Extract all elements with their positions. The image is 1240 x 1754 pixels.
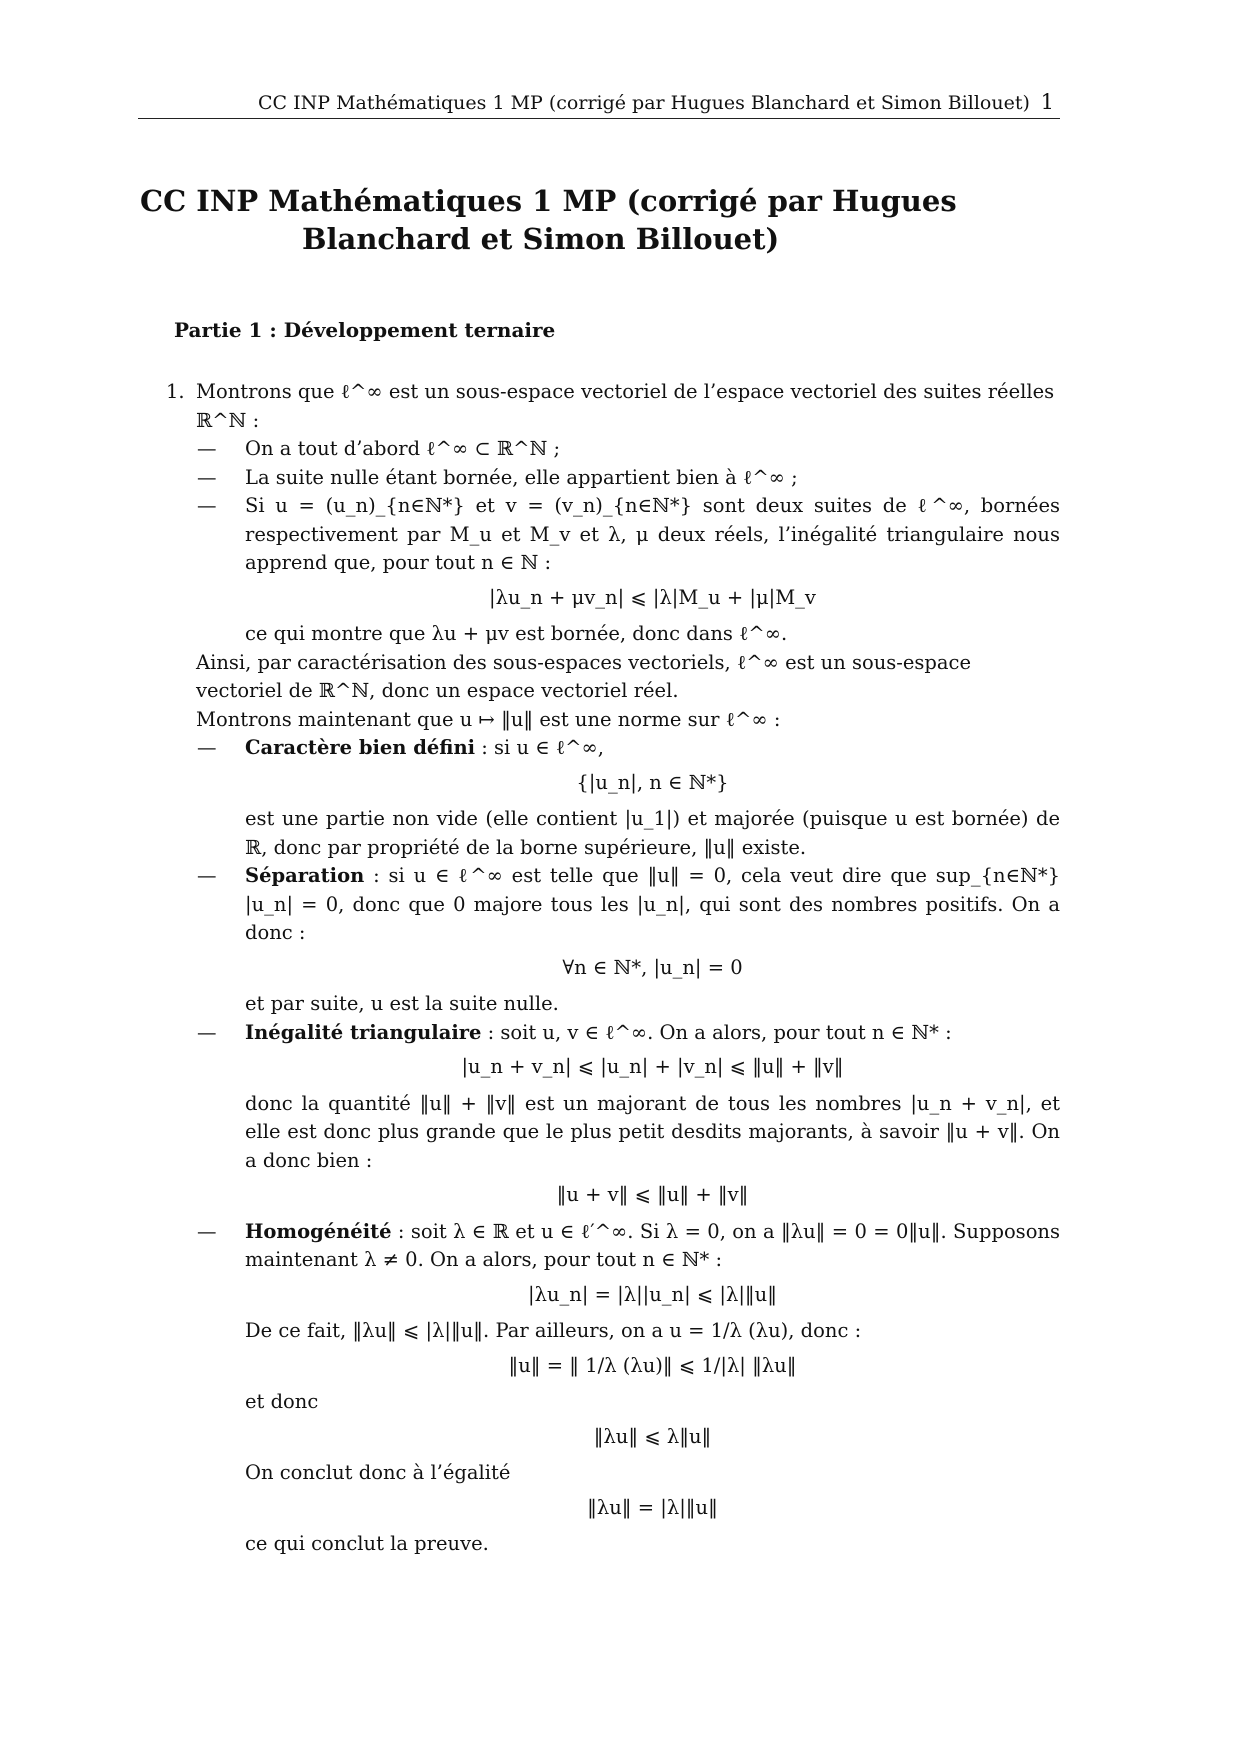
conclusion-intro: On conclut donc à l’égalité bbox=[245, 1461, 511, 1484]
equation-homog-2: ‖u‖ = ‖ 1/λ (λu)‖ ⩽ 1/|λ| ‖λu‖ bbox=[508, 1353, 797, 1377]
well-defined-item bbox=[196, 734, 1060, 862]
triangle-text: : soit u, v ∈ ℓ^∞. On a alors, pour tout n ∈ ℕ* : bbox=[481, 1020, 952, 1044]
dash-item-2 bbox=[196, 464, 1060, 493]
section-heading: Partie 1 : Développement ternaire bbox=[174, 318, 556, 342]
separation-label: Séparation bbox=[245, 864, 365, 887]
homogeneity-label: Homogénéité bbox=[245, 1219, 392, 1243]
equation-null: ∀n ∈ ℕ*, |u_n| = 0 bbox=[562, 955, 743, 979]
page-number: 1 bbox=[1040, 90, 1054, 114]
triangle-after: donc la quantité ‖u‖ + ‖v‖ est un majorant de tous les nombres |u_n + v_n|, et elle est donc plus grande que le plus petit desdits majorants, à savoir ‖u + v‖. On a donc bien : bbox=[245, 1091, 1060, 1172]
after-equation: ce qui montre que λu + μv est bornée, donc dans ℓ^∞. bbox=[245, 622, 788, 645]
dash-marker: — bbox=[197, 465, 217, 489]
title-line-1: CC INP Mathématiques 1 MP (corrigé par Hugues bbox=[140, 184, 957, 218]
homogeneity-after: De ce fait, ‖λu‖ ⩽ |λ|‖u‖. Par ailleurs, on a u = 1/λ (λu), donc : bbox=[245, 1319, 862, 1342]
equation-triangle-2: ‖u + v‖ ⩽ ‖u‖ + ‖v‖ bbox=[556, 1183, 749, 1206]
title-line-2: Blanchard et Simon Billouet) bbox=[302, 222, 780, 256]
running-header bbox=[138, 88, 1060, 119]
homogeneity-item bbox=[196, 1218, 1060, 1559]
question-number: 1. bbox=[166, 380, 185, 403]
question-1 bbox=[160, 378, 1060, 1559]
triangle-label: Inégalité triangulaire bbox=[245, 1020, 482, 1044]
and-so: et donc bbox=[245, 1390, 319, 1413]
triangle-item bbox=[196, 1019, 1060, 1210]
equation-set: {|u_n|, n ∈ ℕ*} bbox=[576, 770, 729, 794]
equation-bound: |λu_n + μv_n| ⩽ |λ|M_u + |μ|M_v bbox=[489, 585, 816, 609]
separation-after: et par suite, u est la suite nulle. bbox=[245, 992, 559, 1015]
document-title bbox=[140, 182, 960, 258]
proof-end: ce qui conclut la preuve. bbox=[245, 1532, 489, 1555]
dash-item-1 bbox=[196, 435, 1060, 464]
conclusion-subspace: Ainsi, par caractérisation des sous-espaces vectoriels, ℓ^∞ est un sous-espace vectoriel de ℝ^ℕ, donc un espace vectoriel réel. bbox=[196, 650, 971, 702]
question-intro: Montrons que ℓ^∞ est un sous-espace vectoriel de l’espace vectoriel des suites réelles ℝ^ℕ : bbox=[196, 380, 1055, 432]
dash-item-text: La suite nulle étant bornée, elle appartient bien à ℓ^∞ ; bbox=[245, 465, 798, 489]
well-defined-label: Caractère bien défini bbox=[245, 736, 476, 759]
equation-homog-4: ‖λu‖ = |λ|‖u‖ bbox=[587, 1495, 718, 1519]
equation-triangle-1: |u_n + v_n| ⩽ |u_n| + |v_n| ⩽ ‖u‖ + ‖v‖ bbox=[461, 1055, 844, 1078]
dash-marker: — bbox=[197, 736, 217, 759]
well-defined-after: est une partie non vide (elle contient |u_1|) et majorée (puisque u est bornée) de ℝ, donc par propriété de la borne supérieure, ‖u‖ existe. bbox=[245, 807, 1060, 859]
norm-intro: Montrons maintenant que u ↦ ‖u‖ est une norme sur ℓ^∞ : bbox=[196, 707, 781, 731]
separation-item bbox=[196, 862, 1060, 1019]
homogeneity-text: : soit λ ∈ ℝ et u ∈ ℓ′^∞. Si λ = 0, on a ‖λu‖ = 0 = 0‖u‖. Supposons maintenant λ ≠ 0. On a alors, pour tout n ∈ ℕ* : bbox=[245, 1219, 1060, 1271]
equation-homog-3: ‖λu‖ ⩽ λ‖u‖ bbox=[593, 1424, 712, 1448]
dash-marker: — bbox=[197, 1219, 217, 1243]
well-defined-text: : si u ∈ ℓ^∞, bbox=[475, 736, 604, 759]
dash-marker: — bbox=[197, 437, 217, 460]
dash-marker: — bbox=[197, 1020, 217, 1044]
dash-marker: — bbox=[197, 494, 217, 517]
question-body bbox=[160, 378, 1060, 1559]
dash-marker: — bbox=[197, 864, 217, 887]
equation-homog-1: |λu_n| = |λ||u_n| ⩽ |λ|‖u‖ bbox=[528, 1282, 777, 1306]
separation-text: : si u ∈ ℓ^∞ est telle que ‖u‖ = 0, cela veut dire que sup_{n∈ℕ*} |u_n| = 0, donc que 0 majore tous les |u_n|, qui sont des nombres positifs. On a donc : bbox=[245, 864, 1060, 944]
running-header-title: CC INP Mathématiques 1 MP (corrigé par Hugues Blanchard et Simon Billouet) bbox=[258, 92, 1030, 114]
dash-item-3 bbox=[196, 492, 1060, 649]
dash-item-text: On a tout d’abord ℓ^∞ ⊂ ℝ^ℕ ; bbox=[245, 437, 561, 460]
dash-item-text: Si u = (u_n)_{n∈ℕ*} et v = (v_n)_{n∈ℕ*} sont deux suites de ℓ^∞, bornées respectivement par M_u et M_v et λ, μ deux réels, l’inégalité triangulaire nous apprend que, pour tout n ∈ ℕ : bbox=[245, 494, 1060, 574]
